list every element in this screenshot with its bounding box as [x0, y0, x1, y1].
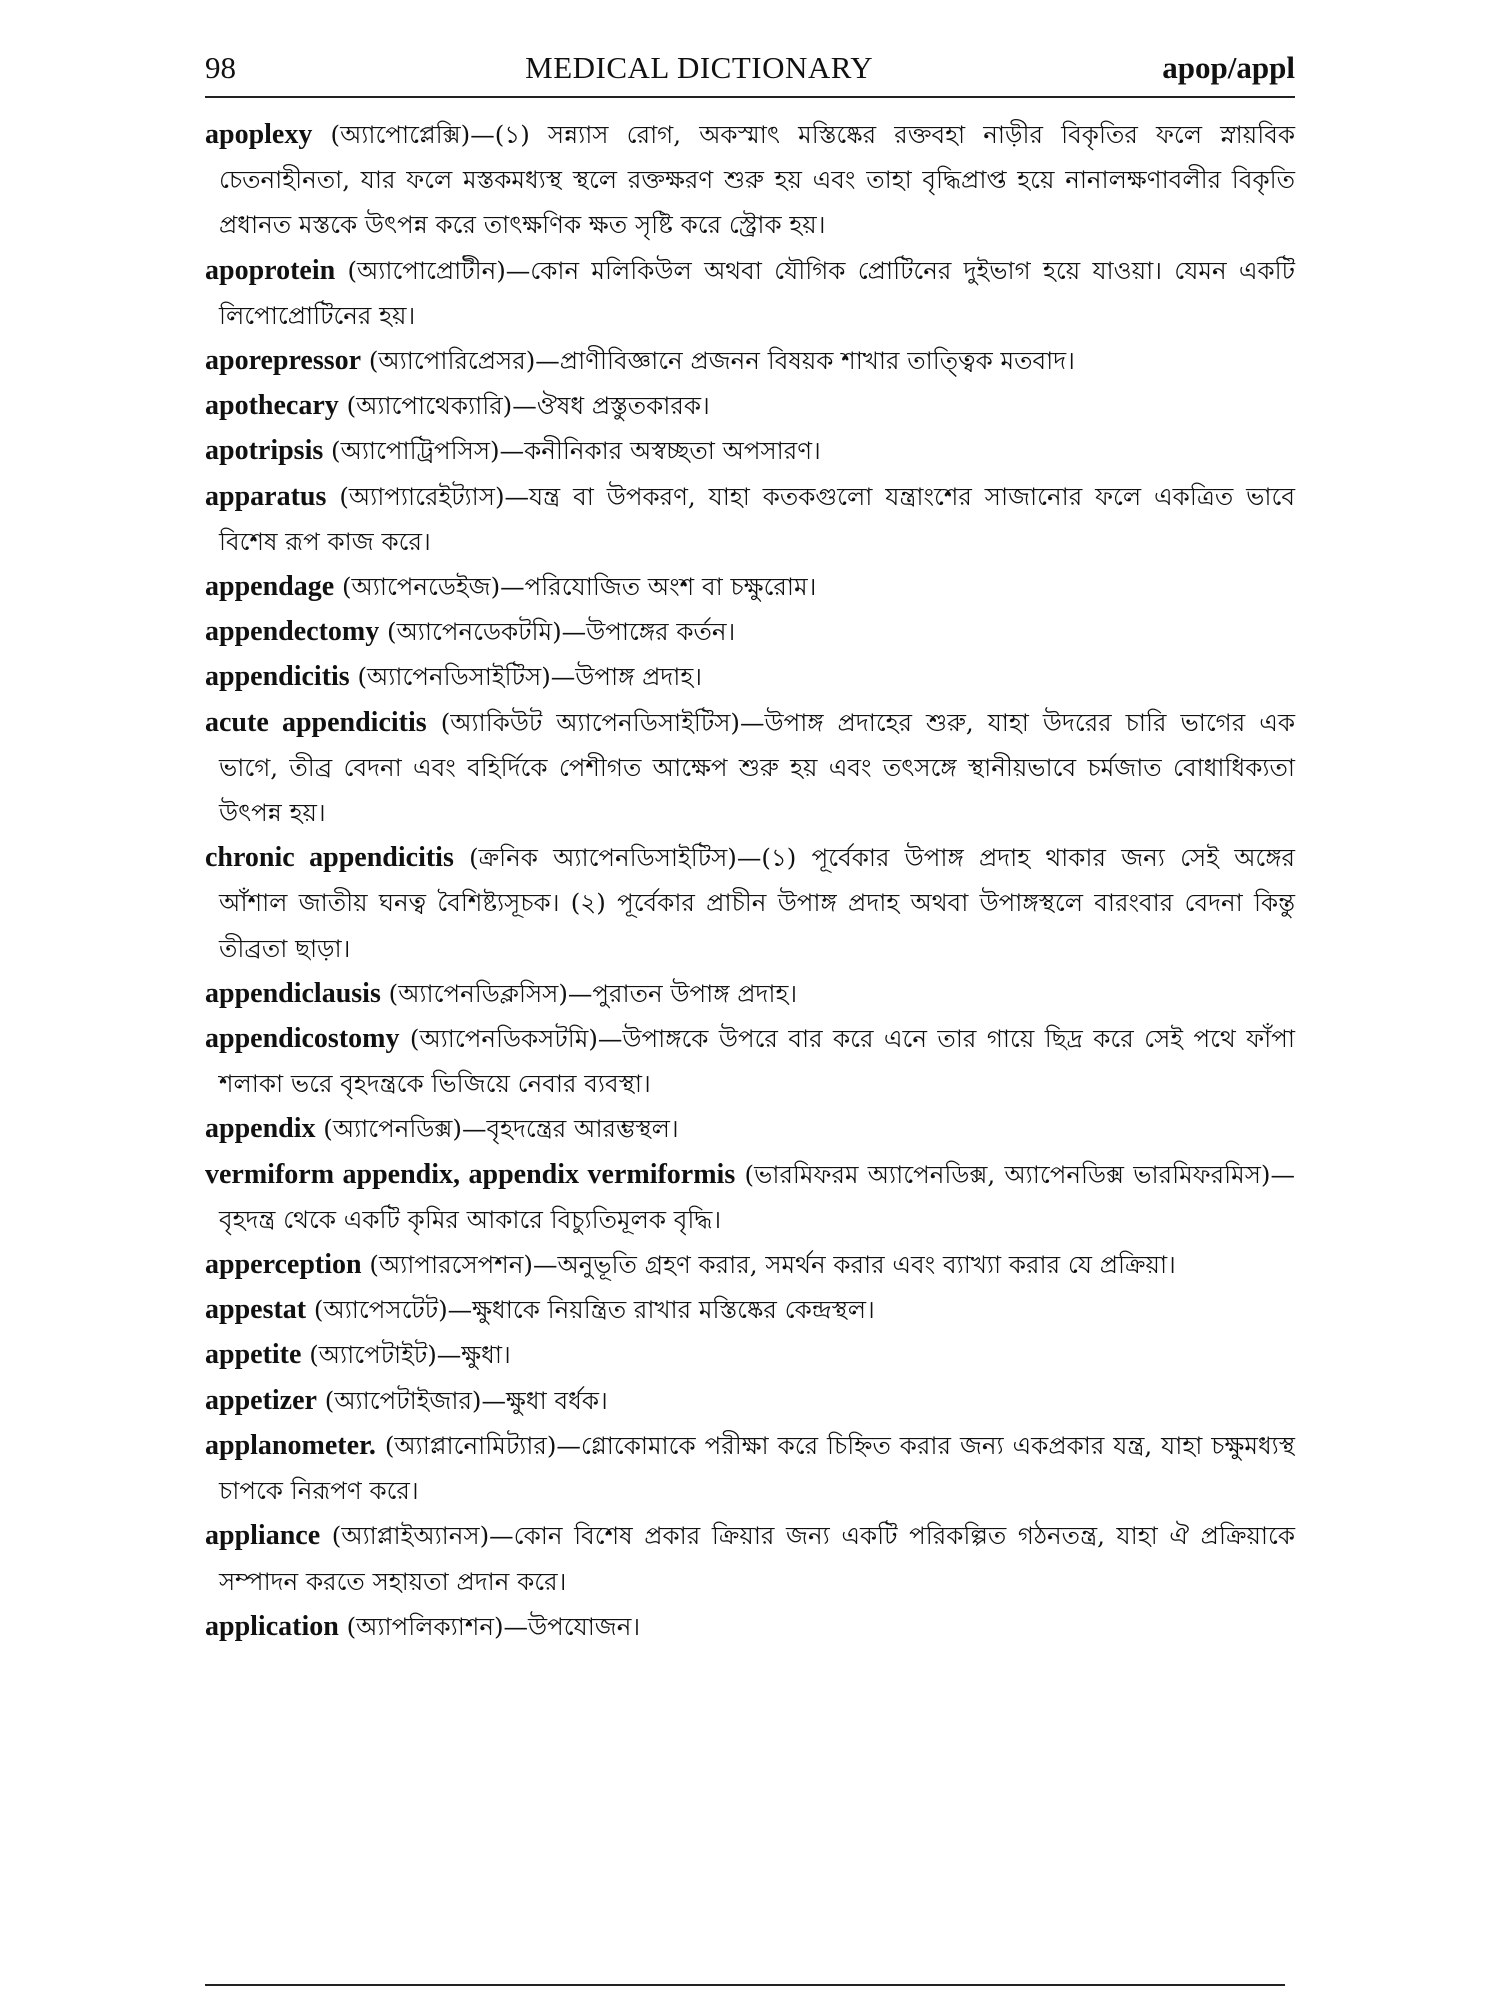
entry-headword: chronic appendicitis — [205, 842, 454, 874]
entry-definition: (অ্যাপ্লানোমিট্যার)—গ্লোকোমাকে পরীক্ষা করে চিহ্নিত করার জন্য একপ্রকার যন্ত্র, যাহা চক্ষুমধ্যস্থ চাপকে নিরূপণ করে। — [219, 1430, 1295, 1506]
dictionary-entry — [205, 1378, 1295, 1423]
page-number: 98 — [205, 50, 236, 85]
entry-headword: appendectomy — [205, 616, 380, 648]
entry-definition: (অ্যাপেটাইজার)—ক্ষুধা বর্ধক। — [324, 1385, 608, 1415]
entry-headword: apothecary — [205, 390, 339, 422]
dictionary-entry — [205, 1287, 1295, 1332]
entry-headword: aporepressor — [205, 345, 362, 377]
dictionary-entry — [205, 1332, 1295, 1377]
entry-headword: appendicitis — [205, 661, 350, 693]
dictionary-entry — [205, 383, 1295, 428]
entry-headword: vermiform appendix, appendix vermiformis — [205, 1158, 736, 1190]
entry-headword: appestat — [205, 1294, 307, 1326]
dictionary-entry — [205, 1513, 1295, 1603]
entry-definition: (অ্যাপোপ্রোটীন)—কোন মলিকিউল অথবা যৌগিক প্রোটিনের দুইভাগ হয়ে যাওয়া। যেমন একটি লিপোপ্রোটিনের হয়। — [219, 255, 1295, 330]
dictionary-entry — [205, 248, 1295, 338]
dictionary-entry — [205, 1423, 1295, 1513]
entry-definition: (অ্যাপেটাইট)—ক্ষুধা। — [309, 1340, 511, 1370]
dictionary-entry — [205, 1242, 1295, 1287]
entry-definition: (অ্যাপেনডেইজ)—পরিযোজিত অংশ বা চক্ষুরোম। — [341, 572, 817, 602]
dictionary-entry — [205, 700, 1295, 836]
entry-definition: (অ্যাপ্লাইঅ্যানস)—কোন বিশেষ প্রকার ক্রিয়ার জন্য একটি পরিকল্পিত গঠনতন্ত্র, যাহা ঐ প্রক্রিয়াকে সম্পাদন করতে সহায়তা প্রদান করে। — [219, 1521, 1295, 1596]
dictionary-entry — [205, 609, 1295, 654]
entry-definition: (অ্যাপোট্রিপসিস)—কনীনিকার অস্বচ্ছতা অপসারণ। — [331, 436, 821, 466]
entry-headword: appendicostomy — [205, 1023, 400, 1055]
dictionary-entry — [205, 1604, 1295, 1649]
section-range: apop/appl — [1162, 50, 1295, 85]
entry-list — [205, 112, 1295, 1649]
entry-headword: appendix — [205, 1113, 316, 1145]
entry-headword: appendage — [205, 571, 335, 603]
dictionary-entry — [205, 112, 1295, 248]
entry-headword: application — [205, 1610, 339, 1642]
entry-definition: (অ্যাপেনডেকটমি)—উপাঙ্গের কর্তন। — [387, 617, 736, 647]
entry-definition: (ভারমিফরম অ্যাপেনডিক্স, অ্যাপেনডিক্স ভারমিফরমিস)—বৃহদন্ত্র থেকে একটি কৃমির আকারে বিচ্যুতিমূলক বৃদ্ধি। — [219, 1159, 1295, 1234]
entry-definition: (অ্যাকিউট অ্যাপেনডিসাইটিস)—উপাঙ্গ প্রদাহের শুরু, যাহা উদরের চারি ভাগের এক ভাগে, তীব্র বেদনা এবং বহির্দিকে পেশীগত আক্ষেপ শুরু হয় এবং তৎসঙ্গে স্থানীয়ভাবে চর্মজাত বোধাধিক্যতা উৎপন্ন হয়। — [219, 707, 1295, 828]
dictionary-entry — [205, 1016, 1295, 1106]
entry-definition: (অ্যাপেসটেট)—ক্ষুধাকে নিয়ন্ত্রিত রাখার মস্তিষ্কের কেন্দ্রস্থল। — [313, 1295, 875, 1325]
dictionary-entry — [205, 338, 1295, 383]
entry-headword: appliance — [205, 1520, 321, 1552]
entry-headword: apoprotein — [205, 254, 336, 286]
entry-definition: (অ্যাপোথেক্যারি)—ঔষধ প্রস্তুতকারক। — [346, 391, 710, 421]
dictionary-entry — [205, 428, 1295, 473]
entry-headword: acute appendicitis — [205, 706, 427, 738]
entry-definition: (অ্যাপেনডিক্স)—বৃহদন্ত্রের আরম্ভস্থল। — [323, 1114, 679, 1144]
entry-headword: apotripsis — [205, 435, 324, 467]
entry-definition: (অ্যাপেনডিসাইটিস)—উপাঙ্গ প্রদাহ। — [357, 662, 703, 692]
entry-headword: appetizer — [205, 1384, 317, 1416]
entry-definition: (অ্যাপেনডিকসটমি)—উপাঙ্গকে উপরে বার করে এনে তার গায়ে ছিদ্র করে সেই পথে ফাঁপা শলাকা ভরে বৃহদন্ত্রকে ভিজিয়ে নেবার ব্যবস্থা। — [219, 1024, 1295, 1099]
entry-headword: apperception — [205, 1249, 362, 1281]
entry-definition: (অ্যাপেনডিক্লসিস)—পুরাতন উপাঙ্গ প্রদাহ। — [388, 978, 798, 1008]
entry-definition: (অ্যাপ্যারেইট্যাস)—যন্ত্র বা উপকরণ, যাহা কতকগুলো যন্ত্রাংশের সাজানোর ফলে একত্রিত ভাবে বিশেষ রূপ কাজ করে। — [219, 481, 1295, 556]
dictionary-entry — [205, 971, 1295, 1016]
bottom-rule — [205, 1984, 1285, 1986]
entry-headword: apoplexy — [205, 119, 313, 150]
dictionary-entry — [205, 835, 1295, 971]
entry-headword: appendiclausis — [205, 977, 381, 1009]
book-title: MEDICAL DICTIONARY — [525, 50, 874, 85]
dictionary-entry — [205, 564, 1295, 609]
entry-definition: (অ্যাপোপ্লেক্সি)—(১) সন্ন্যাস রোগ, অকস্মাৎ মস্তিষ্কের রক্তবহা নাড়ীর বিকৃতির ফলে স্নায়বিক চেতনাহীনতা, যার ফলে মস্তকমধ্যস্থ স্থলে রক্তক্ষরণ শুরু হয় এবং তাহা বৃদ্ধিপ্রাপ্ত হয়ে নানালক্ষণাবলীর বিকৃতি প্রধানত মস্তকে উৎপন্ন করে তাৎক্ষণিক ক্ষত সৃষ্টি করে স্ট্রোক হয়। — [219, 120, 1295, 240]
dictionary-entry — [205, 1152, 1295, 1242]
entry-definition: (ক্রনিক অ্যাপেনডিসাইটিস)—(১) পূর্বেকার উপাঙ্গ প্রদাহ থাকার জন্য সেই অঙ্গের আঁশাল জাতীয় ঘনত্ব বৈশিষ্ট্যসূচক। (২) পূর্বেকার প্রাচীন উপাঙ্গ প্রদাহ অথবা উপাঙ্গস্থলে বারংবার বেদনা কিন্তু তীব্রতা ছাড়া। — [219, 843, 1296, 963]
entry-definition: (অ্যাপলিক্যাশন)—উপযোজন। — [346, 1611, 641, 1641]
entry-headword: appetite — [205, 1339, 302, 1371]
entry-headword: applanometer. — [205, 1429, 376, 1461]
dictionary-entry — [205, 474, 1295, 564]
entry-headword: apparatus — [205, 480, 327, 512]
entry-definition: (অ্যাপারসেপশন)—অনুভূতি গ্রহণ করার, সমর্থন করার এবং ব্যাখ্যা করার যে প্রক্রিয়া। — [369, 1250, 1176, 1280]
running-head — [205, 48, 1295, 98]
dictionary-entry — [205, 654, 1295, 699]
entry-definition: (অ্যাপোরিপ্রেসর)—প্রাণীবিজ্ঞানে প্রজনন বিষয়ক শাখার তাত্ত্বিক মতবাদ। — [368, 346, 1075, 376]
dictionary-entry — [205, 1106, 1295, 1151]
